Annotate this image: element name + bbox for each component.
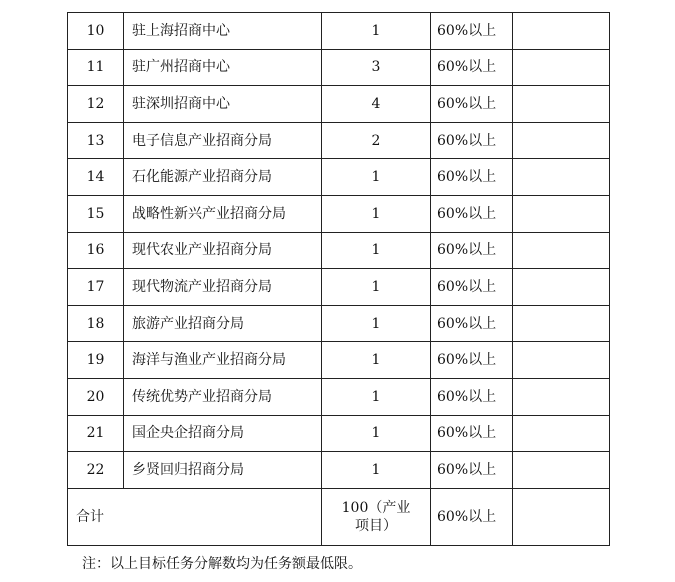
row-unit-name: 驻深圳招商中心 (124, 86, 322, 123)
row-quantity: 2 (322, 122, 431, 159)
row-quantity: 4 (322, 86, 431, 123)
row-rate: 60%以上 (431, 195, 513, 232)
total-rate: 60%以上 (431, 488, 513, 545)
row-rate: 60%以上 (431, 13, 513, 50)
table-row (68, 195, 610, 232)
row-extra-cell (513, 342, 610, 379)
row-quantity: 1 (322, 159, 431, 196)
row-number: 19 (68, 342, 124, 379)
row-quantity: 1 (322, 269, 431, 306)
row-number: 13 (68, 122, 124, 159)
table-row (68, 159, 610, 196)
table-row (68, 305, 610, 342)
row-number: 17 (68, 269, 124, 306)
row-rate: 60%以上 (431, 378, 513, 415)
row-quantity: 1 (322, 13, 431, 50)
task-table (67, 12, 610, 546)
table-row (68, 232, 610, 269)
row-rate: 60%以上 (431, 49, 513, 86)
row-unit-name: 国企央企招商分局 (124, 415, 322, 452)
total-qty-line2: 项目） (355, 517, 397, 534)
row-number: 16 (68, 232, 124, 269)
row-extra-cell (513, 305, 610, 342)
total-label: 合计 (68, 488, 322, 545)
row-unit-name: 电子信息产业招商分局 (124, 122, 322, 159)
row-number: 18 (68, 305, 124, 342)
table-row (68, 13, 610, 50)
row-quantity: 3 (322, 49, 431, 86)
row-rate: 60%以上 (431, 342, 513, 379)
row-extra-cell (513, 13, 610, 50)
row-extra-cell (513, 86, 610, 123)
total-qty-line1: 100（产业 (341, 499, 411, 516)
row-unit-name: 现代农业产业招商分局 (124, 232, 322, 269)
footnote: 注：以上目标任务分解数均为任务额最低限。 (82, 556, 362, 572)
row-unit-name: 石化能源产业招商分局 (124, 159, 322, 196)
row-number: 21 (68, 415, 124, 452)
row-number: 11 (68, 49, 124, 86)
row-number: 12 (68, 86, 124, 123)
row-quantity: 1 (322, 452, 431, 489)
table-row (68, 86, 610, 123)
row-extra-cell (513, 269, 610, 306)
row-unit-name: 传统优势产业招商分局 (124, 378, 322, 415)
row-extra-cell (513, 378, 610, 415)
row-unit-name: 战略性新兴产业招商分局 (124, 195, 322, 232)
total-extra-cell (513, 488, 610, 545)
row-rate: 60%以上 (431, 269, 513, 306)
table-row (68, 415, 610, 452)
row-rate: 60%以上 (431, 122, 513, 159)
row-number: 22 (68, 452, 124, 489)
row-rate: 60%以上 (431, 415, 513, 452)
row-quantity: 1 (322, 378, 431, 415)
row-extra-cell (513, 49, 610, 86)
row-extra-cell (513, 195, 610, 232)
row-rate: 60%以上 (431, 452, 513, 489)
row-rate: 60%以上 (431, 159, 513, 196)
row-extra-cell (513, 415, 610, 452)
row-number: 10 (68, 13, 124, 50)
row-quantity: 1 (322, 415, 431, 452)
table-row (68, 269, 610, 306)
row-unit-name: 乡贤回归招商分局 (124, 452, 322, 489)
table-row (68, 49, 610, 86)
row-extra-cell (513, 159, 610, 196)
row-number: 14 (68, 159, 124, 196)
row-unit-name: 海洋与渔业产业招商分局 (124, 342, 322, 379)
row-rate: 60%以上 (431, 86, 513, 123)
table-row (68, 378, 610, 415)
row-quantity: 1 (322, 305, 431, 342)
row-number: 20 (68, 378, 124, 415)
row-rate: 60%以上 (431, 232, 513, 269)
table-row (68, 342, 610, 379)
row-unit-name: 驻上海招商中心 (124, 13, 322, 50)
row-quantity: 1 (322, 232, 431, 269)
table-row (68, 452, 610, 489)
row-unit-name: 现代物流产业招商分局 (124, 269, 322, 306)
row-extra-cell (513, 232, 610, 269)
row-unit-name: 驻广州招商中心 (124, 49, 322, 86)
total-qty (322, 488, 431, 545)
row-extra-cell (513, 122, 610, 159)
row-extra-cell (513, 452, 610, 489)
table-row (68, 122, 610, 159)
row-quantity: 1 (322, 195, 431, 232)
total-row (68, 488, 610, 545)
row-quantity: 1 (322, 342, 431, 379)
row-number: 15 (68, 195, 124, 232)
row-rate: 60%以上 (431, 305, 513, 342)
row-unit-name: 旅游产业招商分局 (124, 305, 322, 342)
